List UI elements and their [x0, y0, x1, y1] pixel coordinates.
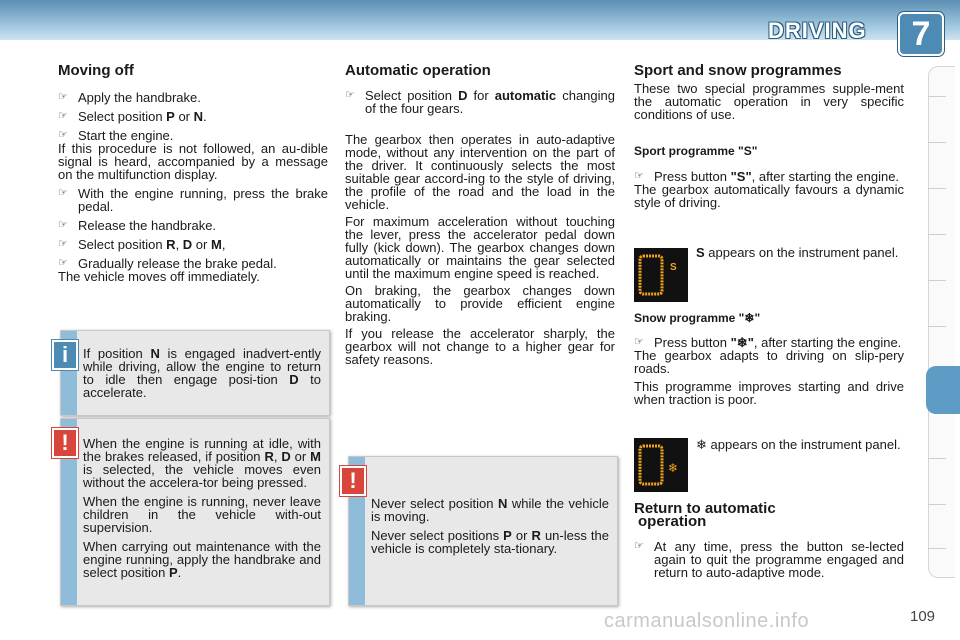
snow-display-caption: ❄ appears on the instrument panel.	[696, 437, 901, 452]
list-item: ☞ Select position R, D or M,	[58, 237, 226, 252]
return-automatic-block	[634, 502, 904, 579]
svg-text:S: S	[670, 262, 677, 273]
pointing-hand-icon: ☞	[634, 540, 644, 552]
list-item: ☞ Press button "❄", after starting the engine.	[634, 335, 902, 350]
tab-divider	[928, 234, 946, 235]
snowflake-icon: ❄	[744, 311, 755, 325]
pointing-hand-icon: ☞	[58, 91, 68, 103]
info-note-box	[60, 330, 330, 416]
tab-divider	[928, 142, 946, 143]
list-item: ☞ Select position P or N.	[58, 109, 207, 124]
warning-note-box	[60, 418, 330, 606]
tab-divider	[928, 96, 946, 97]
pointing-hand-icon: ☞	[345, 89, 355, 101]
automatic-operation-title: Automatic operation	[345, 62, 491, 79]
snowflake-icon: ❄	[736, 335, 748, 350]
warning-icon: !	[340, 466, 366, 496]
tab-divider	[928, 188, 946, 189]
watermark: carmanualsonline.info	[604, 610, 810, 632]
tab-divider	[928, 548, 946, 549]
snow-mode-display	[634, 438, 688, 492]
warning-note-text: When the engine is running at idle, with the brakes released, if position R, D or M is selected, the vehicle moves even without the accelera-tor being pressed. When the engine is running, never leave children in the vehicle with-out supervision. When carrying out maintenance with the engine running, apply the handbrake and select position P.	[83, 436, 321, 580]
snow-programme-heading: Snow programme "❄"	[634, 311, 761, 325]
sport-snow-title: Sport and snow programmes	[634, 62, 842, 79]
pointing-hand-icon: ☞	[58, 238, 68, 250]
moving-off-title: Moving off	[58, 62, 134, 79]
tab-chapter-7[interactable]	[926, 366, 960, 414]
list-item: ☞ Select position D for automatic changing of the four gears.	[345, 88, 615, 116]
tab-divider	[928, 458, 946, 459]
paragraph: The gearbox adapts to driving on slip-pery roads.	[634, 348, 904, 376]
warning-icon: !	[52, 428, 78, 458]
snowflake-icon: ❄	[696, 437, 707, 452]
list-item: ☞ Release the handbrake.	[58, 218, 217, 233]
list-item: ☞ Gradually release the brake pedal.	[58, 256, 277, 271]
pointing-hand-icon: ☞	[634, 336, 644, 348]
sport-programme-heading: Sport programme "S"	[634, 144, 758, 158]
paragraph: The vehicle moves off immediately.	[58, 269, 260, 284]
paragraph: For maximum acceleration without touching the lever, press the accelerator pedal down fully (kick down). The gearbox changes down automatically or maintains the gear selected until the maximum engine speed is reached.	[345, 214, 615, 281]
paragraph: These two special programmes supple-ment the automatic operation in very specific conditions of use.	[634, 81, 904, 122]
paragraph: On braking, the gearbox changes down automatically to provide efficient engine braking.	[345, 283, 615, 324]
warning-note-box	[348, 456, 618, 606]
pointing-hand-icon: ☞	[58, 219, 68, 231]
list-item: ☞ Press button "S", after starting the engine.	[634, 169, 900, 184]
automatic-operation-section	[345, 64, 615, 366]
pointing-hand-icon: ☞	[634, 170, 644, 182]
list-item: ☞ At any time, press the button se-lected again to quit the programme engaged and return to auto-adaptive mode.	[634, 539, 904, 580]
paragraph: The gearbox automatically favours a dynamic style of driving.	[634, 182, 904, 210]
paragraph: If you release the accelerator sharply, the gearbox will not change to a higher gear for safety reasons.	[345, 326, 615, 367]
sport-display-caption: S appears on the instrument panel.	[696, 245, 899, 260]
pointing-hand-icon: ☞	[58, 110, 68, 122]
tab-divider	[928, 326, 946, 327]
sport-mode-display	[634, 248, 688, 302]
pointing-hand-icon: ☞	[58, 187, 68, 199]
tab-divider	[928, 504, 946, 505]
list-item: ☞ Apply the handbrake.	[58, 90, 201, 105]
moving-off-section	[58, 64, 328, 283]
chapter-number-badge: 7	[898, 12, 944, 56]
snow-programme-block	[634, 312, 904, 406]
page-number: 109	[910, 608, 936, 625]
paragraph: This programme improves starting and drive when traction is poor.	[634, 379, 904, 407]
sport-snow-section	[634, 64, 904, 209]
warning-note-text: Never select position N while the vehicle is moving. Never select positions P or R un-less the vehicle is completely sta-tionary.	[371, 496, 610, 556]
svg-text:❄: ❄	[668, 461, 679, 475]
return-title: Return to automatic	[634, 500, 776, 517]
list-item: ☞ With the engine running, press the brake pedal.	[58, 186, 328, 214]
chapter-title: DRIVING	[768, 18, 867, 43]
paragraph: The gearbox then operates in auto-adaptive mode, without any intervention on the part of the driver. It continuously selects the most suitable gear accord-ing to the style of driving, the profile of the road and the load in the vehicle.	[345, 132, 615, 212]
return-title-line2: operation	[638, 513, 707, 530]
info-icon: i	[52, 340, 78, 370]
list-item: ☞ Start the engine.	[58, 128, 174, 143]
tab-divider	[928, 280, 946, 281]
pointing-hand-icon: ☞	[58, 129, 68, 141]
info-note-text: If position N is engaged inadvert-ently while driving, allow the engine to return to idle then engage posi-tion D to accelerate.	[83, 346, 321, 400]
paragraph: If this procedure is not followed, an au-dible signal is heard, accompanied by a message on the multifunction display.	[58, 141, 328, 182]
pointing-hand-icon: ☞	[58, 257, 68, 269]
